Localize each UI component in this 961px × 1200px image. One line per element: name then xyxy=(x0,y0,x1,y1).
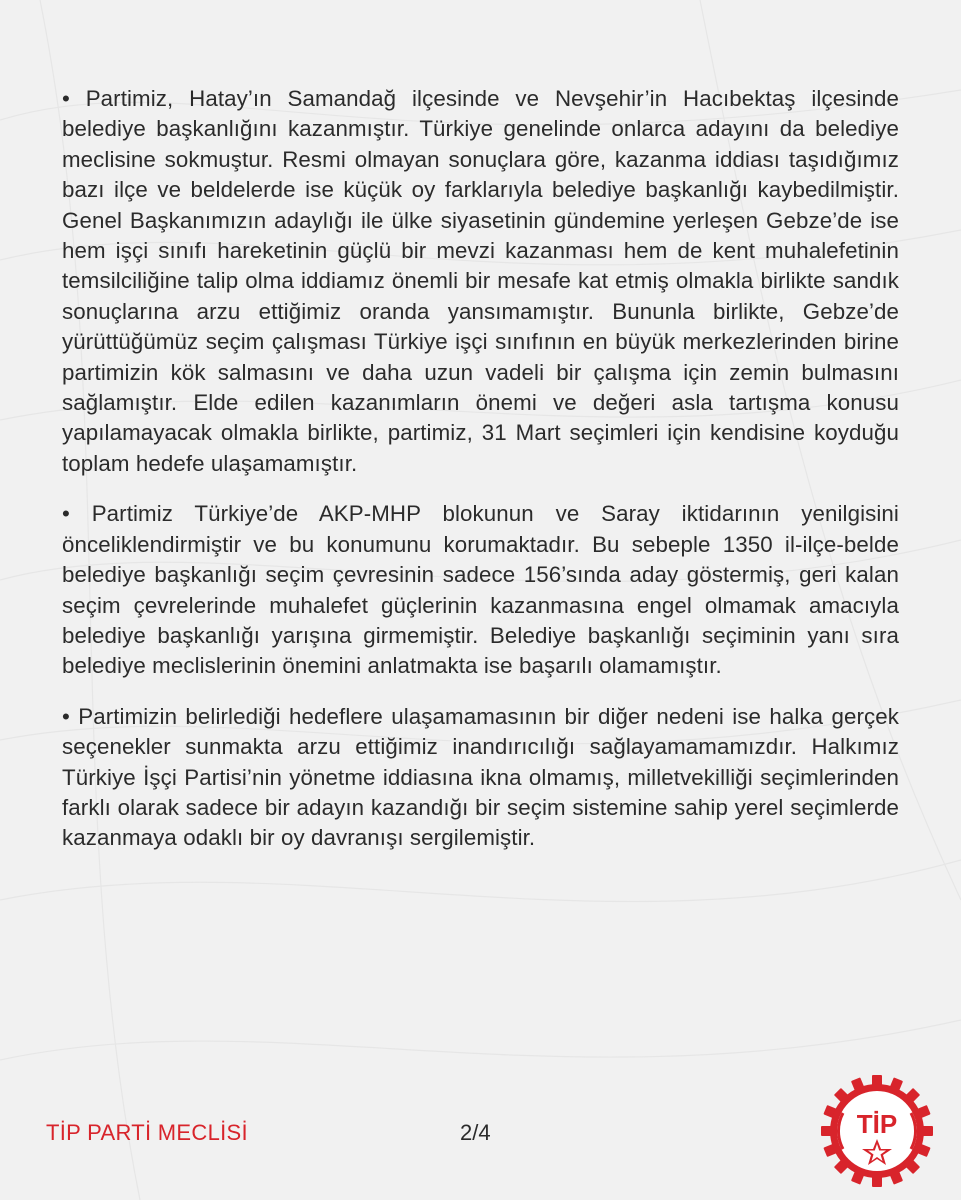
footer-org-label: TİP PARTİ MECLİSİ xyxy=(46,1120,248,1145)
document-body xyxy=(62,84,899,874)
page-indicator: 2/4 xyxy=(460,1120,491,1145)
paragraph-1: • Partimiz, Hatay’ın Samandağ ilçesinde ve Nevşehir’in Hacıbektaş ilçesinde belediye başkanlığını kazanmıştır. Türkiye genelinde onlarca adayını da belediye meclisine sokmuştur. Resmi olmayan sonuçlara göre, kazanma iddiası taşıdığımız bazı ilçe ve beldelerde ise küçük oy farklarıyla belediye başkanlığı kaybedilmiştir. Genel Başkanımızın adaylığı ile ülke siyasetinin gündemine yerleşen Gebze’de ise hem işçi sınıfı hareketinin güçlü bir mevzi kazanması hem de kent muhalefetinin temsilciliğine talip olma iddiamız önemli bir mesafe kat etmiş olmakla birlikte sandık sonuçlarına arzu ettiğimiz oranda yansımamıştır. Bununla birlikte, Gebze’de yürüttüğümüz seçim çalışması Türkiye işçi sınıfının en büyük merkezlerinden birine partimizin kök salmasını ve daha uzun vadeli bir çalışma için zemin bulmasını sağlamıştır. Elde edilen kazanımların önemi ve değeri asla tartışma konusu yapılamayacak olmakla birlikte, partimiz, 31 Mart seçimleri için kendisine koyduğu toplam hedefe ulaşamamıştır. xyxy=(62,86,899,476)
logo-text: TİP xyxy=(856,1109,898,1139)
paragraph-2: • Partimiz Türkiye’de AKP-MHP blokunun ve Saray iktidarının yenilgisini önceliklendirmiştir ve bu konumunu korumaktadır. Bu sebeple 1350 il-ilçe-belde belediye başkanlığı seçim çevresinin sadece 156’sında aday göstermiş, geri kalan seçim çevrelerinde muhalefet güçlerinin kazanmasına engel olmamak amacıyla belediye başkanlığı yarışına girmemiştir. Belediye başkanlığı seçiminin yanı sıra belediye meclislerinin önemini anlatmakta ise başarılı olamamıştır. xyxy=(62,501,899,679)
tip-gear-star-logo-icon xyxy=(820,1074,934,1188)
paragraph-3: • Partimizin belirlediği hedeflere ulaşamamasının bir diğer nedeni ise halka gerçek seçenekler sunmakta arzu ettiğimiz inandırıcılığı sağlayamamamızdır. Halkımız Türkiye İşçi Partisi’nin yönetme iddiasına ikna olmamış, milletvekilliği seçimlerinden farklı olarak sadece bir adayın kazandığı bir seçim sistemine sahip yerel seçimlerde kazanmaya odaklı bir oy davranışı sergilemiştir. xyxy=(62,703,899,851)
